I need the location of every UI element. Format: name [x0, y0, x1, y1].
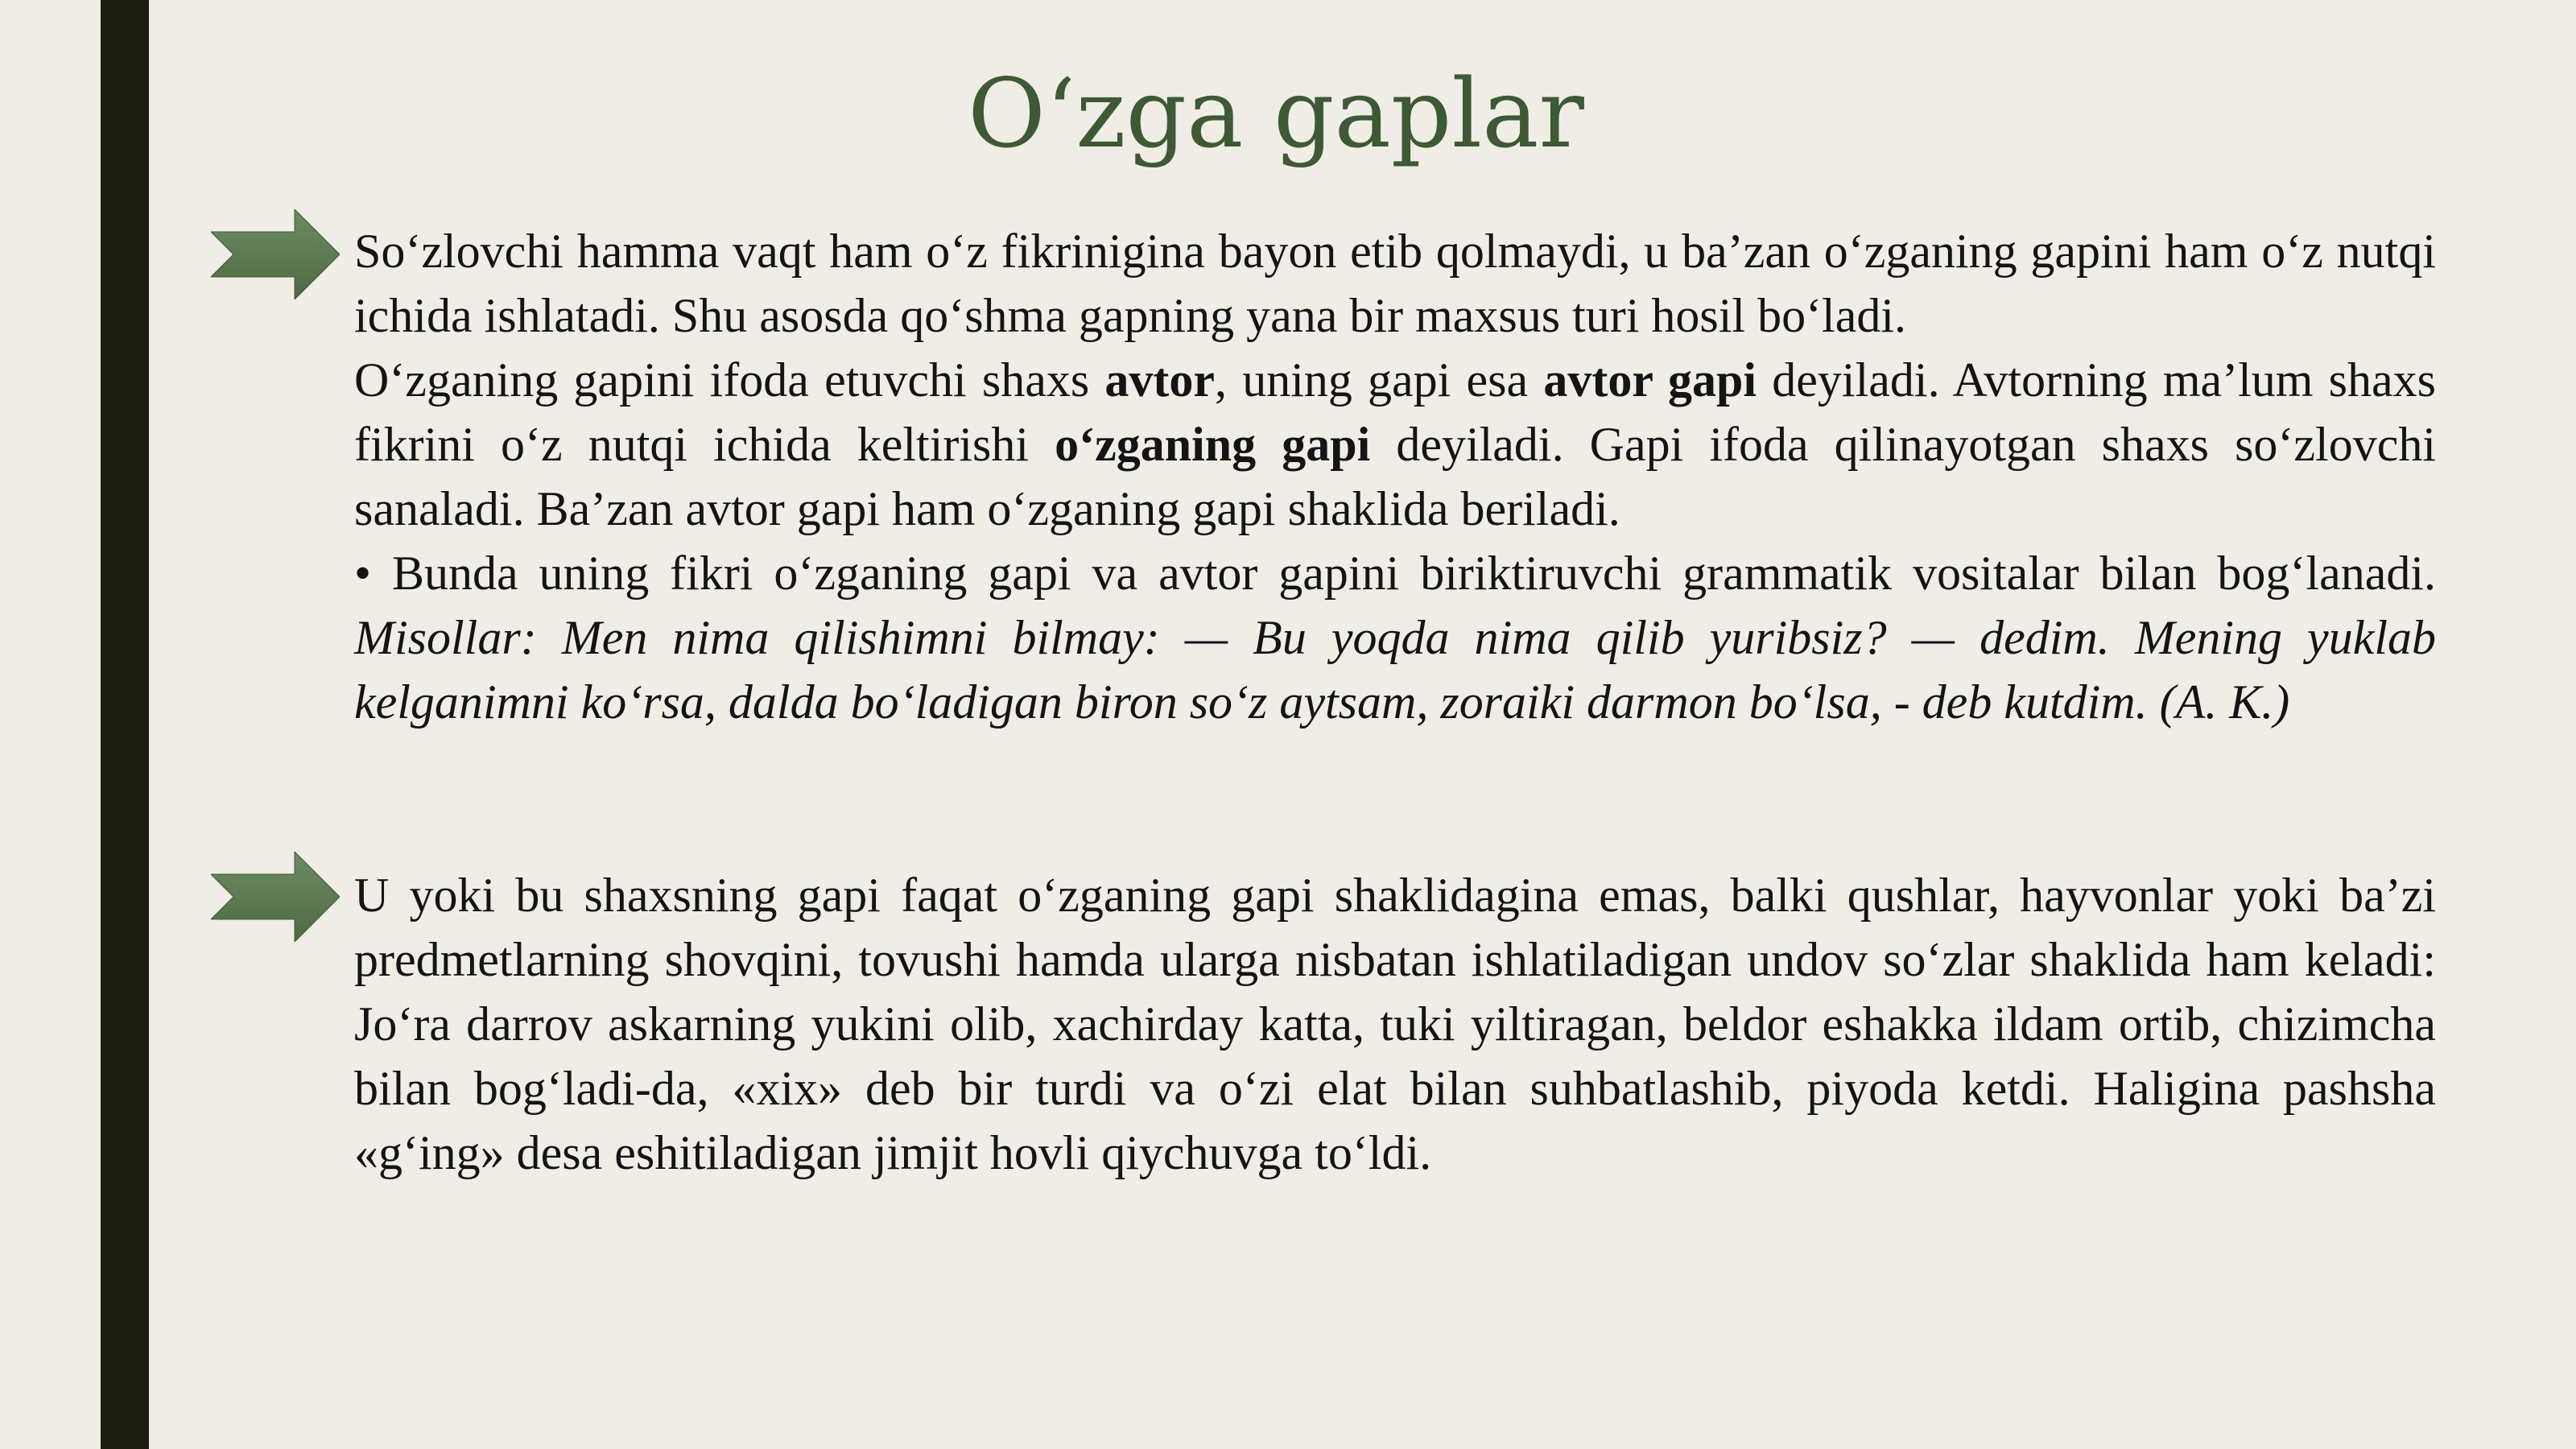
text-span: Bunda uning fikri o‘zganing gapi va avtor gapini biriktiruvchi grammatik vositalar bilan bog‘lanadi. — [371, 547, 2436, 600]
examples-italic: Misollar: Men nima qilishimni bilmay: — Bu yoqda nima qilib yuribsiz? — dedim. Mening yuklab kelganimni ko‘rsa, dalda bo‘ladigan biron so‘z aytsam, zoraiki darmon bo‘lsa, - deb kutdim. (A. K.) — [354, 611, 2436, 729]
text-span: O‘zganing gapini ifoda etuvchi shaxs — [354, 353, 1105, 407]
paragraph-examples — [354, 541, 2436, 734]
arrow-bullet-icon — [211, 852, 340, 942]
slide-title: O‘zga gaplar — [968, 58, 1584, 169]
text-span: , uning gapi esa — [1215, 353, 1544, 407]
paragraph-sounds: U yoki bu shaxsning gapi faqat o‘zganing gapi shaklidagina emas, balki qushlar, hayvonlar yoki ba’zi predmetlarning shovqini, tovushi hamda ularga nisbatan ishlatiladigan undov so‘zlar shaklida ham keladi: Jo‘ra darrov askarning yukini olib, xachirday katta, tuki yiltiragan, beldor eshakka ildam ortib, chizimcha bilan bog‘ladi-da, «xix» deb bir turdi va o‘zi elat bilan suhbatlashib, piyoda ketdi. Haligina pashsha «g‘ing» desa eshitiladigan jimjit hovli qiychuvga to‘ldi. — [354, 869, 2436, 1179]
bullet-dot: • — [354, 547, 372, 600]
content-block-2 — [354, 863, 2436, 1185]
paragraph-intro: So‘zlovchi hamma vaqt ham o‘z fikrinigina bayon etib qolmaydi, u ba’zan o‘zganing gapini ham o‘z nutqi ichida ishlatadi. Shu asosda qo‘shma gapning yana bir maxsus turi hosil bo‘ladi. — [354, 225, 2436, 342]
left-accent-bar — [101, 0, 149, 1449]
term-ozganing-gapi: o‘zganing gapi — [1055, 418, 1371, 471]
text-span: deyiladi. Gapi ifoda qilinayotgan shaxs so‘zlovchi sanaladi. Ba’zan avtor gapi ham o‘zganing gapi shaklida beriladi. — [354, 418, 2437, 535]
content-block-1 — [354, 219, 2436, 734]
term-avtor-gapi: avtor gapi — [1543, 353, 1757, 407]
paragraph-definition — [354, 348, 2436, 541]
arrow-bullet-icon — [211, 209, 340, 299]
term-avtor: avtor — [1104, 353, 1215, 407]
text-span: deyiladi. Avtorning ma’lum shaxs fikrini o‘z nutqi ichida keltirishi — [354, 353, 2436, 471]
